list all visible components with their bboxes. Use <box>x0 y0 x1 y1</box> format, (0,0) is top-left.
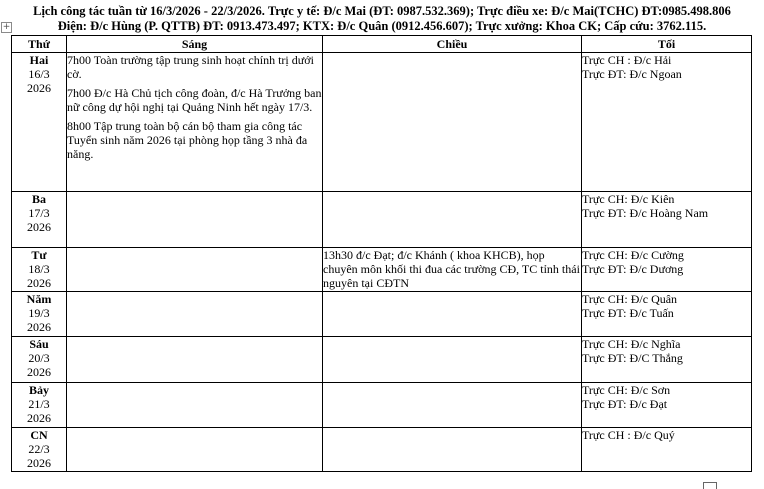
day-date: 16/3 <box>28 67 50 81</box>
duty-entry: Trực CH: Đ/c Cường <box>582 248 684 262</box>
afternoon-cell[interactable] <box>323 428 582 472</box>
column-header-thu: Thứ <box>12 36 67 53</box>
morning-cell[interactable] <box>67 292 323 337</box>
schedule-header <box>0 4 764 34</box>
evening-cell[interactable] <box>582 337 752 383</box>
morning-cell[interactable] <box>67 337 323 383</box>
morning-entry: 7h00 Đ/c Hà Chủ tịch công đoàn, đ/c Hà Trưởng ban nữ công dự hội nghị tại Quảng Ninh hết ngày 17/3. <box>67 86 322 114</box>
table-row <box>12 248 752 292</box>
table-row <box>12 428 752 472</box>
day-date: 18/3 <box>28 262 50 276</box>
table-row <box>12 192 752 248</box>
duty-entry: Trực CH: Đ/c Quân <box>582 292 678 306</box>
day-date: 19/3 <box>28 306 50 320</box>
duty-entry: Trực ĐT: Đ/C Thắng <box>582 351 683 365</box>
evening-cell[interactable] <box>582 292 752 337</box>
afternoon-cell[interactable] <box>323 383 582 428</box>
afternoon-cell[interactable] <box>323 192 582 248</box>
duty-entry: Trực ĐT: Đ/c Hoàng Nam <box>582 206 709 220</box>
day-cell <box>12 383 67 428</box>
duty-entry: Trực ĐT: Đ/c Tuấn <box>582 306 674 320</box>
column-header-sang: Sáng <box>67 36 323 53</box>
morning-cell[interactable] <box>67 53 323 192</box>
afternoon-cell[interactable] <box>323 292 582 337</box>
table-row <box>12 383 752 428</box>
day-year: 2026 <box>27 365 51 379</box>
morning-cell[interactable] <box>67 383 323 428</box>
day-cell <box>12 53 67 192</box>
column-header-toi: Tối <box>582 36 752 53</box>
afternoon-entry: 13h30 đ/c Đạt; đ/c Khánh ( khoa KHCB), họp chuyên môn khối thi đua các trường CĐ, TC tỉnh thái nguyên tại CĐTN <box>323 248 580 290</box>
day-name: Năm <box>26 292 52 306</box>
day-name: Hai <box>29 53 49 67</box>
day-date: 17/3 <box>28 206 50 220</box>
evening-cell[interactable] <box>582 383 752 428</box>
evening-cell[interactable] <box>582 192 752 248</box>
morning-entry: 8h00 Tập trung toàn bộ cán bộ tham gia công tác Tuyển sinh năm 2026 tại phòng họp tầng 3 nhà đa năng. <box>67 119 308 161</box>
day-year: 2026 <box>27 320 51 334</box>
table-row <box>12 53 752 192</box>
weekly-schedule-table <box>11 35 752 472</box>
table-row <box>12 337 752 383</box>
morning-cell[interactable] <box>67 248 323 292</box>
header-line-1: Lịch công tác tuần từ 16/3/2026 - 22/3/2026. Trực y tế: Đ/c Mai (ĐT: 0987.532.369); Trực điều xe: Đ/c Mai(TCHC) ĐT:0985.498.806 <box>33 4 731 18</box>
duty-entry: Trực CH: Đ/c Sơn <box>582 383 671 397</box>
duty-entry: Trực ĐT: Đ/c Dương <box>582 262 684 276</box>
evening-cell[interactable] <box>582 53 752 192</box>
afternoon-cell[interactable] <box>323 53 582 192</box>
duty-entry: Trực CH: Đ/c Nghĩa <box>582 337 681 351</box>
day-cell <box>12 337 67 383</box>
morning-cell[interactable] <box>67 192 323 248</box>
header-line-2: Điện: Đ/c Hùng (P. QTTB) ĐT: 0913.473.497; KTX: Đ/c Quân (0912.456.607); Trực xưởng: Khoa CK; Cấp cứu: 3762.115. <box>57 19 707 33</box>
day-year: 2026 <box>27 411 51 425</box>
day-name: Tư <box>31 248 47 262</box>
day-name: CN <box>30 428 48 442</box>
day-date: 20/3 <box>28 351 50 365</box>
duty-entry: Trực CH : Đ/c Quý <box>582 428 675 442</box>
day-cell <box>12 248 67 292</box>
move-cross-icon[interactable]: + <box>2 22 11 32</box>
day-year: 2026 <box>27 276 51 290</box>
day-cell <box>12 292 67 337</box>
duty-entry: Trực CH : Đ/c Hải <box>582 53 672 67</box>
day-date: 21/3 <box>28 397 50 411</box>
day-name: Bảy <box>28 383 49 397</box>
morning-entry: 7h00 Toàn trường tập trung sinh hoạt chính trị dưới cờ. <box>67 53 314 81</box>
day-year: 2026 <box>27 220 51 234</box>
duty-entry: Trực CH: Đ/c Kiên <box>582 192 675 206</box>
evening-cell[interactable] <box>582 248 752 292</box>
day-name: Ba <box>31 192 46 206</box>
morning-cell[interactable] <box>67 428 323 472</box>
column-header-chieu: Chiều <box>323 36 582 53</box>
day-cell <box>12 192 67 248</box>
day-date: 22/3 <box>28 442 50 456</box>
table-header-row <box>12 36 752 53</box>
day-year: 2026 <box>27 456 51 470</box>
day-year: 2026 <box>27 81 51 95</box>
day-name: Sáu <box>29 337 49 351</box>
afternoon-cell[interactable] <box>323 248 582 292</box>
evening-cell[interactable] <box>582 428 752 472</box>
table-row <box>12 292 752 337</box>
duty-entry: Trực ĐT: Đ/c Ngoan <box>582 67 682 81</box>
day-cell <box>12 428 67 472</box>
afternoon-cell[interactable] <box>323 337 582 383</box>
duty-entry: Trực ĐT: Đ/c Đạt <box>582 397 668 411</box>
